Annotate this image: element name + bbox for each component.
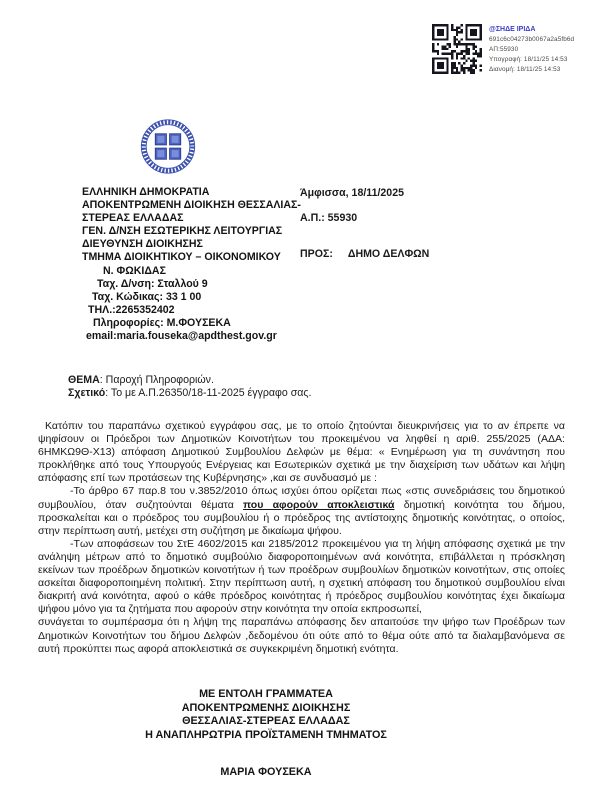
emphasis-exclusively: που αφορούν αποκλειστικά	[243, 498, 395, 511]
paragraph-intro: Κατόπιν του παραπάνω σχετικού εγγράφου σας, με το οποίο ζητούνται διευκρινήσεις για το αν έπρεπε να ψηφίσουν οι Πρόεδροι των Δημοτικών Κοινοτήτων του προκειμένου να ληφθεί η αριθ. 255/2025 (ΑΔΑ: 6ΗΜΚΩ9Θ-Χ13) απόφαση Δημοτικού Συμβουλίου Δελφών με θέμα: « Ενημέρωση για τη συνάντηση που προκλήθηκε από τους Υπουργούς Ενέργειας και Εσωτερικών σχετικά με την διαχείριση των υδάτων και λήψη απόφασης επί των προτάσεων της Κυβέρνησης» ,και σε συνδυασμό με :	[38, 420, 565, 485]
reference-line	[68, 387, 311, 399]
signature-authority-line: ΜΕ ΕΝΤΟΛΗ ΓΡΑΜΜΑΤΕΑ	[199, 688, 333, 700]
stamp-signature-time: Υπογραφή: 18/11/25 14:53	[489, 56, 568, 64]
stamp-hash: 691c6c04273b0067a2a5fb6d	[489, 36, 575, 43]
qr-code-icon	[432, 24, 482, 74]
sender-phone: ΤΗΛ.:2265352402	[88, 303, 175, 316]
sender-block	[82, 186, 317, 343]
greek-national-emblem-icon	[139, 116, 197, 177]
sender-line: Ν. ΦΩΚΙΔΑΣ	[103, 264, 166, 277]
paragraph-conclusion: συνάγεται το συμπέρασμα ότι η λήψη της παραπάνω απόφασης δεν απαιτούσε την ψήφο των Προέδρων των Δημοτικών Κοινοτήτων του δήμου Δελφών ,δεδομένου ότι ούτε από το θέμα ούτε από τα διαλαμβανόμενα σε αυτή προκύπτει πως αφορά αποκλειστικά σε συγκεκριμένη δημοτική ενότητα.	[38, 616, 565, 655]
reference-text: : Το με Α.Π.26350/18-11-2025 έγγραφο σας.	[105, 387, 312, 399]
protocol-number: Α.Π.: 55930	[300, 212, 358, 224]
subject-label: ΘΕΜΑ	[68, 374, 100, 386]
letter-body	[38, 420, 565, 656]
reference-label: Σχετικό	[68, 387, 106, 399]
stamp-protocol: ΑΠ:55930	[489, 46, 519, 54]
sender-email: email:maria.fouseka@apdthest.gov.gr	[86, 330, 277, 343]
digital-stamp	[432, 24, 600, 76]
subject-text: : Παροχή Πληροφοριών.	[99, 374, 214, 386]
paragraph-article-67-pre: -Το άρθρο 67 παρ.8 του ν.3852/2010 όπως ισχύει όπου ορίζεται πως «στις συνεδριάσεις του δημοτικού συμβουλίου, όταν συζητούνται θέματα	[38, 485, 565, 511]
sender-line: ΑΠΟΚΕΝΤΡΩΜΕΝΗ ΔΙΟΙΚΗΣΗ ΘΕΣΣΑΛΙΑΣ-	[82, 199, 301, 212]
paragraph-ste-decisions: -Των αποφάσεων του ΣτΕ 4602/2015 και 2185/2012 προκειμένου για τη λήψη απόφασης σχετικά με την ανάληψη μέτρων από το δημοτικό συμβούλιο διαφοροποιημένων ανά κοινότητα, επιβάλλεται η πρόσκληση εκείνων των προέδρων δημοτικών κοινοτήτων ή των προέδρων συμβουλίων δημοτικών κοινοτήτων, στις οποίες ασκείται διαφοροποιημένη πολιτική. Στην περίπτωση αυτή, η σχετική απόφαση του δημοτικού συμβουλίου είναι διακριτή ανά κοινότητα, αφού ο κάθε πρόεδρος κοινότητας ή πρόεδρος συμβουλίου κοινότητας έχει δικαίωμα ψήφου μόνο για τα ζητήματα που αφορούν στην κοινότητα την οποία εκπροσωπεί,	[38, 537, 565, 616]
signatory-name: ΜΑΡΙΑ ΦΟΥΣΕΚΑ	[220, 766, 312, 779]
sender-address: Ταχ. Δ/νση: Σταλλού 9	[97, 277, 208, 290]
sender-line: ΓΕΝ. Δ/ΝΣΗ ΕΣΩΤΕΡΙΚΗΣ ΛΕΙΤΟΥΡΓΙΑΣ	[82, 225, 283, 238]
subject-line	[68, 374, 214, 386]
signature-authority-line: ΑΠΟΚΕΝΤΡΩΜΕΝΗΣ ΔΙΟΙΚΗΣΗΣ	[181, 701, 351, 714]
stamp-text	[489, 25, 600, 75]
sender-line: ΣΤΕΡΕΑΣ ΕΛΛΑΔΑΣ	[82, 212, 184, 225]
signature-authority-line: ΘΕΣΣΑΛΙΑΣ-ΣΤΕΡΕΑΣ ΕΛΛΑΔΑΣ	[182, 715, 350, 728]
recipient-line	[300, 248, 429, 260]
paragraph-article-67	[38, 485, 565, 537]
place-date: Άμφισσα, 18/11/2025	[300, 187, 404, 199]
signature-block	[86, 688, 446, 780]
recipient-label: ΠΡΟΣ:	[300, 248, 333, 260]
sender-line: ΕΛΛΗΝΙΚΗ ΔΗΜΟΚΡΑΤΙΑ	[82, 186, 210, 198]
sender-line: ΔΙΕΥΘΥΝΣΗ ΔΙΟΙΚΗΣΗΣ	[82, 238, 203, 251]
recipient-value: ΔΗΜΟ ΔΕΛΦΩΝ	[347, 248, 430, 260]
stamp-system-label: @ΣΗΔΕ ΙΡΙΔΑ	[489, 26, 536, 33]
stamp-distribution-time: Διανομή: 18/11/25 14:53	[489, 66, 561, 74]
signature-title-line: Η ΑΝΑΠΛΗΡΩΤΡΙΑ ΠΡΟΪΣΤΑΜΕΝΗ ΤΜΗΜΑΤΟΣ	[145, 728, 387, 741]
paragraph-article-67-post: δημοτική κοινότητα του δήμου, προσκαλείται και ο πρόεδρος του συμβουλίου ή ο πρόεδρος της αντίστοιχης δημοτικής κοινότητας, ο οποίος, στην περίπτωση αυτή, μετέχει στη συζήτηση με δικαίωμα ψήφου.	[38, 498, 565, 537]
sender-line: ΤΜΗΜΑ ΔΙΟΙΚΗΤΙΚΟΥ – ΟΙΚΟΝΟΜΙΚΟΥ	[82, 251, 281, 264]
sender-postal-code: Ταχ. Κώδικας: 33 1 00	[92, 290, 202, 303]
sender-contact-person: Πληροφορίες: Μ.ΦΟΥΣΕΚΑ	[93, 316, 231, 329]
